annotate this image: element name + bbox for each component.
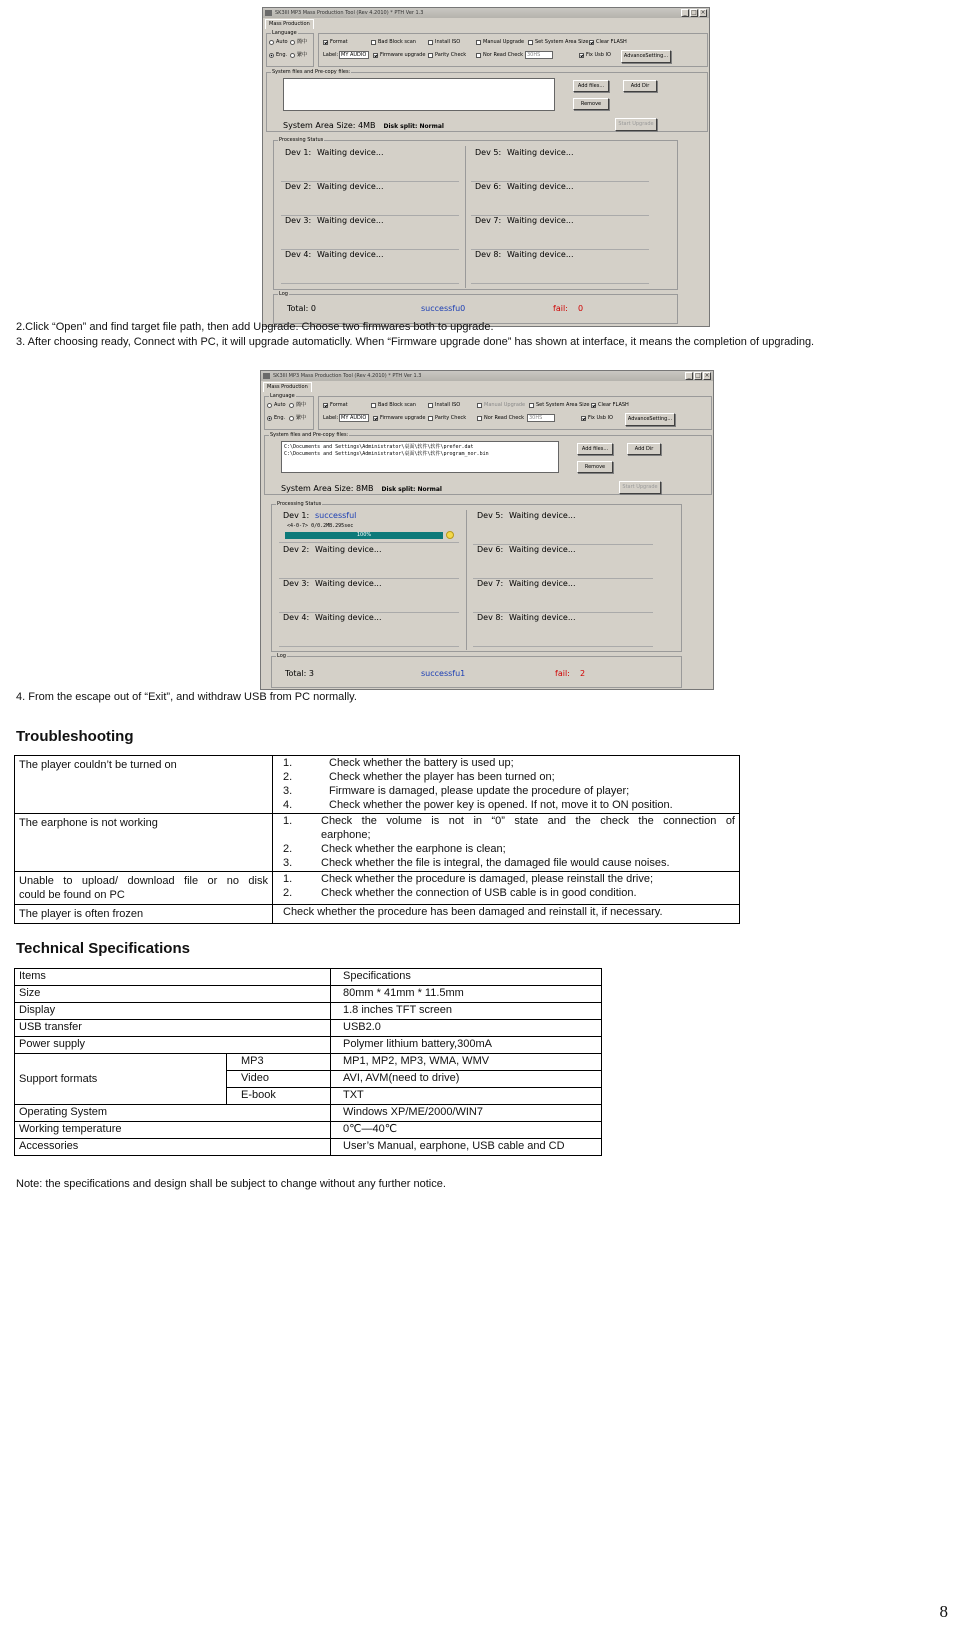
tool-screenshot-success xyxy=(260,370,714,690)
log-fail: fail: 2 xyxy=(555,669,586,678)
device-row xyxy=(281,182,459,216)
label-caption: Label: xyxy=(323,52,339,58)
table-row xyxy=(15,872,740,905)
log-success: successfu1 xyxy=(421,669,466,678)
check-fix-usb-io[interactable]: Fix Usb IO xyxy=(581,415,613,422)
table-row xyxy=(15,1020,602,1037)
advance-setting-button[interactable]: AdvanceSetting... xyxy=(625,413,675,426)
device-label: Dev 3: xyxy=(283,579,310,588)
spec-item: Items xyxy=(15,969,331,986)
spec-value: 80mm * 41mm * 11.5mm xyxy=(331,986,602,1003)
log-success: successfu0 xyxy=(421,304,466,313)
table-row xyxy=(15,756,740,814)
table-row xyxy=(15,1037,602,1054)
device-row xyxy=(279,579,459,613)
solution-item: earphone; xyxy=(321,829,371,841)
spec-item: USB transfer xyxy=(15,1020,331,1037)
log-total: Total: 0 xyxy=(287,304,317,313)
page-number: 8 xyxy=(939,1602,948,1621)
spec-value: USB2.0 xyxy=(331,1020,602,1037)
device-row xyxy=(471,216,649,250)
window-title: SK3III MP3 Mass Production Tool (Rev 4.2010) * PTH Ver 1.3 xyxy=(275,10,424,16)
radio-simplified[interactable]: 簡中 xyxy=(290,39,307,46)
window-titlebar xyxy=(261,371,713,381)
device-divider xyxy=(465,146,466,288)
solution-cell xyxy=(273,872,740,905)
step-4: 4. From the escape out of “Exit”, and withdraw USB from PC normally. xyxy=(16,691,357,703)
problem-cell: The player couldn’t be turned on xyxy=(15,756,273,814)
check-clear-flash[interactable]: Clear FLASH xyxy=(589,39,627,46)
device-status: Waiting device... xyxy=(317,148,384,157)
spec-value: Specifications xyxy=(331,969,602,986)
device-status: Waiting device... xyxy=(507,216,574,225)
radio-simplified[interactable]: 簡中 xyxy=(289,402,306,409)
check-fix-usb-io[interactable]: Fix Usb IO xyxy=(579,52,611,59)
system-area-line: System Area Size: 8MB Disk split: Normal xyxy=(281,484,442,493)
remove-button[interactable]: Remove xyxy=(577,461,613,473)
device-row xyxy=(279,613,459,647)
step-2: 2.Click “Open” and find target file path, then add Upgrade. Choose two firmwares both to upgrade. xyxy=(16,321,494,333)
radio-auto[interactable]: Auto xyxy=(269,39,288,46)
device-label: Dev 2: xyxy=(285,182,312,191)
table-row xyxy=(15,1105,602,1122)
file-list[interactable] xyxy=(283,78,555,111)
dev-1-progress-fill: 100% xyxy=(285,532,443,539)
check-manual-upgrade[interactable]: Manual Upgrade xyxy=(476,39,524,46)
minimize-icon[interactable]: _ xyxy=(681,9,689,17)
spec-value: MP1, MP2, MP3, WMA, WMV xyxy=(331,1054,602,1071)
language-group: Language xyxy=(266,33,314,67)
format-type: Video xyxy=(227,1071,331,1088)
step-3: 3. After choosing ready, Connect with PC, it will upgrade automaticlly. When “Firmware upgrade done” has shown at interface, it means the completion of upgrading. xyxy=(16,336,815,348)
radio-auto[interactable]: Auto xyxy=(267,402,286,409)
device-row xyxy=(471,250,649,284)
table-row xyxy=(15,905,740,924)
start-upgrade-button[interactable]: Start Upgrade xyxy=(619,481,661,494)
spec-item: Power supply xyxy=(15,1037,331,1054)
app-icon xyxy=(263,373,270,379)
spec-item: Support formats xyxy=(15,1054,227,1105)
solution-item: 2. Check whether the connection of USB cable is in good condition. xyxy=(283,887,637,899)
label-caption: Label: xyxy=(323,415,339,421)
log-group: Log xyxy=(273,294,678,324)
language-group: Language xyxy=(264,396,314,430)
device-status: Waiting device... xyxy=(509,579,576,588)
tab-mass-production[interactable]: Mass Production xyxy=(263,382,312,392)
add-dir-button[interactable]: Add Dir xyxy=(623,80,657,92)
device-status: Waiting device... xyxy=(315,545,382,554)
device-label: Dev 8: xyxy=(475,250,502,259)
solution-cell: Check whether the procedure has been damaged and reinstall it, if necessary. xyxy=(273,905,740,924)
spec-item: Working temperature xyxy=(15,1122,331,1139)
check-clear-flash[interactable]: Clear FLASH xyxy=(591,402,629,409)
processing-group: Processing Status xyxy=(271,504,682,652)
device-row xyxy=(471,148,649,182)
tab-mass-production[interactable]: Mass Production xyxy=(265,19,314,29)
maximize-icon[interactable]: □ xyxy=(691,9,697,16)
solution-item: 3. Firmware is damaged, please update the procedure of player; xyxy=(283,785,630,797)
solution-cell xyxy=(273,756,740,814)
device-row xyxy=(473,545,653,579)
device-row xyxy=(473,579,653,613)
troubleshooting-table xyxy=(14,755,740,924)
spec-value: 1.8 inches TFT screen xyxy=(331,1003,602,1020)
nor-select[interactable]: 30HS xyxy=(525,51,553,59)
solution-item: 1. Check whether the procedure is damaged, please reinstall the drive; xyxy=(283,873,654,885)
check-set-system-area[interactable]: Set System Area Size xyxy=(529,402,589,409)
device-label: Dev 3: xyxy=(285,216,312,225)
table-row xyxy=(15,1054,602,1071)
format-type: MP3 xyxy=(227,1054,331,1071)
device-label: Dev 2: xyxy=(283,545,310,554)
add-files-button[interactable]: Add files... xyxy=(577,443,613,455)
file-list[interactable] xyxy=(281,441,559,473)
problem-cell: The player is often frozen xyxy=(15,905,273,924)
device-row xyxy=(279,545,459,579)
check-nor-read[interactable]: Nor Read Check xyxy=(477,415,524,422)
check-format[interactable]: Format xyxy=(323,402,348,409)
device-status: Waiting device... xyxy=(509,613,576,622)
start-upgrade-button[interactable]: Start Upgrade xyxy=(615,118,657,131)
remove-button[interactable]: Remove xyxy=(573,98,609,110)
system-area-line: System Area Size: 4MB Disk split: Normal xyxy=(283,121,444,130)
device-label: Dev 5: xyxy=(475,148,502,157)
solution-cell xyxy=(273,814,740,872)
close-icon[interactable]: × xyxy=(700,9,706,16)
add-dir-button[interactable]: Add Dir xyxy=(627,443,661,455)
device-label: Dev 8: xyxy=(477,613,504,622)
device-row xyxy=(281,148,459,182)
device-status: Waiting device... xyxy=(509,511,576,520)
check-set-system-area[interactable]: Set System Area Size xyxy=(528,39,588,46)
close-icon[interactable]: × xyxy=(704,372,710,379)
table-row xyxy=(15,1139,602,1156)
table-row xyxy=(15,814,740,872)
window-titlebar xyxy=(263,8,709,18)
check-bad-block[interactable]: Bad Block scan xyxy=(371,39,416,46)
check-parity[interactable]: Parity Check xyxy=(428,52,466,59)
check-install-iso[interactable]: Install ISO xyxy=(428,402,460,409)
device-row xyxy=(471,182,649,216)
radio-traditional[interactable]: 繁中 xyxy=(289,415,306,422)
solution-item: 4. Check whether the power key is opened. If not, move it to ON position. xyxy=(283,799,673,811)
device-label: Dev 5: xyxy=(477,511,504,520)
app-icon xyxy=(265,10,272,16)
device-status: Waiting device... xyxy=(317,182,384,191)
label-input[interactable]: MY AUDIO xyxy=(339,51,369,59)
device-row xyxy=(281,216,459,250)
solution-item: 2. Check whether the player has been turned on; xyxy=(283,771,555,783)
device-status: Waiting device... xyxy=(315,613,382,622)
device-label: Dev 6: xyxy=(475,182,502,191)
check-firmware-upgrade[interactable]: Firmware upgrade xyxy=(373,415,425,422)
lightbulb-icon xyxy=(446,531,454,539)
problem-cell: Unable to upload/ download file or no disk could be found on PC xyxy=(15,872,273,905)
device-row xyxy=(281,250,459,284)
device-divider xyxy=(466,510,467,650)
check-manual-upgrade[interactable]: Manual Upgrade xyxy=(477,402,525,409)
device-label: Dev 4: xyxy=(283,613,310,622)
check-install-iso[interactable]: Install ISO xyxy=(428,39,460,46)
device-status: Waiting device... xyxy=(507,250,574,259)
device-row xyxy=(473,613,653,647)
table-row xyxy=(15,1122,602,1139)
advance-setting-button[interactable]: AdvanceSetting... xyxy=(621,50,671,63)
table-row xyxy=(15,969,602,986)
radio-eng[interactable]: Eng. xyxy=(269,52,287,59)
table-row xyxy=(15,1003,602,1020)
dev-1-progress-track xyxy=(285,532,443,539)
processing-group: Processing Status xyxy=(273,140,678,290)
tool-screenshot-waiting xyxy=(262,7,710,327)
device-status: Waiting device... xyxy=(507,148,574,157)
spec-value: TXT xyxy=(331,1088,602,1105)
dev-1-row: Dev 1: successful xyxy=(279,511,459,543)
spec-value: User’s Manual, earphone, USB cable and CD xyxy=(331,1139,602,1156)
solution-item: 1. Check the volume is not in “0” state and the check the connection of xyxy=(283,815,735,827)
device-label: Dev 7: xyxy=(475,216,502,225)
check-nor-read[interactable]: Nor Read Check xyxy=(476,52,523,59)
check-format[interactable]: Format xyxy=(323,39,348,46)
spec-value: Windows XP/ME/2000/WIN7 xyxy=(331,1105,602,1122)
troubleshooting-heading: Troubleshooting xyxy=(16,728,134,745)
specs-heading: Technical Specifications xyxy=(16,940,190,957)
spec-value: 0℃—40℃ xyxy=(331,1122,602,1139)
device-label: Dev 1: xyxy=(285,148,312,157)
spec-item: Size xyxy=(15,986,331,1003)
device-status: Waiting device... xyxy=(507,182,574,191)
spec-value: Polymer lithium battery,300mA xyxy=(331,1037,602,1054)
check-bad-block[interactable]: Bad Block scan xyxy=(371,402,416,409)
device-label: Dev 7: xyxy=(477,579,504,588)
spec-value: AVI, AVM(need to drive) xyxy=(331,1071,602,1088)
file-item[interactable]: C:\Documents and Settings\Administrator\桌面\软件\软件\program_nor.bin xyxy=(284,451,489,457)
check-parity[interactable]: Parity Check xyxy=(428,415,466,422)
device-status: Waiting device... xyxy=(509,545,576,554)
device-status: Waiting device... xyxy=(315,579,382,588)
problem-cell: The earphone is not working xyxy=(15,814,273,872)
spec-item: Accessories xyxy=(15,1139,331,1156)
solution-item: 1. Check whether the battery is used up; xyxy=(283,757,514,769)
log-fail: fail: 0 xyxy=(553,304,584,313)
spec-item: Operating System xyxy=(15,1105,331,1122)
files-group: System files and Pre-copy files: xyxy=(264,435,712,495)
files-group: System files and Pre-copy files: xyxy=(266,72,708,132)
file-item[interactable]: C:\Documents and Settings\Administrator\桌面\软件\软件\prefer.dat xyxy=(284,444,474,450)
add-files-button[interactable]: Add files... xyxy=(573,80,609,92)
window-title: SK3III MP3 Mass Production Tool (Rev 4.2010) * PTH Ver 1.3 xyxy=(273,373,422,379)
note: Note: the specifications and design shall be subject to change without any further notice. xyxy=(16,1178,446,1190)
device-row xyxy=(473,511,653,545)
device-label: Dev 4: xyxy=(285,250,312,259)
minimize-icon[interactable]: _ xyxy=(685,372,693,380)
solution-item: 2. Check whether the earphone is clean; xyxy=(283,843,506,855)
log-total: Total: 3 xyxy=(285,669,315,678)
spec-item: Display xyxy=(15,1003,331,1020)
dev-1-detail: <4-0-7> 0/0.2MB.295sec xyxy=(287,523,354,529)
device-label: Dev 6: xyxy=(477,545,504,554)
check-firmware-upgrade[interactable]: Firmware upgrade xyxy=(373,52,425,59)
format-type: E-book xyxy=(227,1088,331,1105)
device-status: Waiting device... xyxy=(317,216,384,225)
maximize-icon[interactable]: □ xyxy=(695,372,701,379)
nor-select[interactable]: 30HS xyxy=(527,414,555,422)
label-input[interactable]: MY AUDIO xyxy=(339,414,369,422)
radio-traditional[interactable]: 繁中 xyxy=(290,52,307,59)
specs-table xyxy=(14,968,602,1156)
table-row xyxy=(15,986,602,1003)
log-group: Log xyxy=(271,656,682,688)
device-status: Waiting device... xyxy=(317,250,384,259)
radio-eng[interactable]: Eng. xyxy=(267,415,285,422)
solution-item: 3. Check whether the file is integral, the damaged file would cause noises. xyxy=(283,857,670,869)
